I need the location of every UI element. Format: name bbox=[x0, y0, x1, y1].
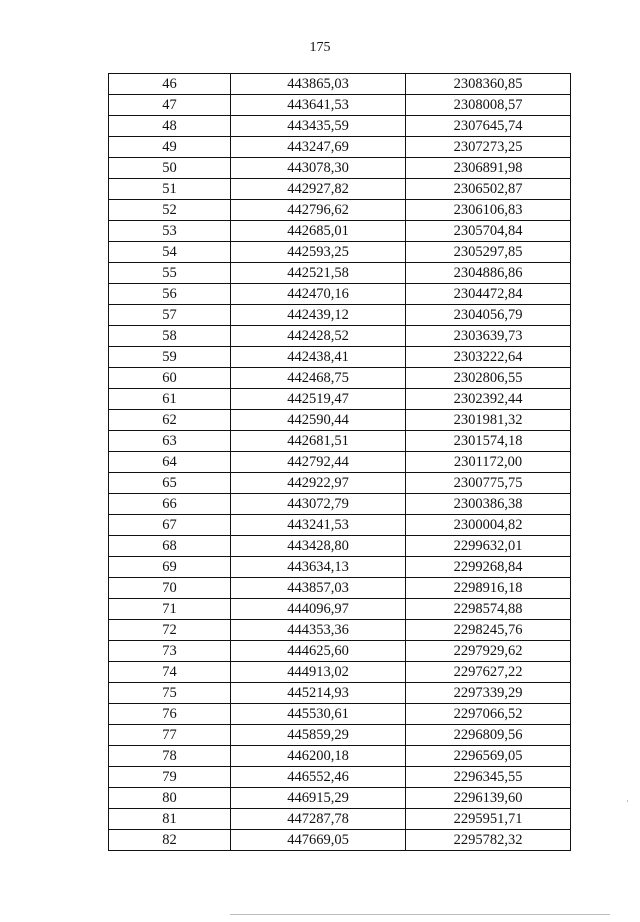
table-row bbox=[109, 578, 571, 599]
x-coordinate-cell: 446200,18 bbox=[231, 746, 406, 767]
coordinates-table-body bbox=[109, 74, 571, 851]
y-coordinate-cell: 2296139,60 bbox=[406, 788, 571, 809]
x-coordinate-cell: 444913,02 bbox=[231, 662, 406, 683]
point-number-cell: 46 bbox=[109, 74, 231, 95]
table-row bbox=[109, 389, 571, 410]
x-coordinate-cell: 443241,53 bbox=[231, 515, 406, 536]
point-number-cell: 51 bbox=[109, 179, 231, 200]
point-number-cell: 52 bbox=[109, 200, 231, 221]
coordinates-table bbox=[108, 73, 571, 851]
point-number-cell: 56 bbox=[109, 284, 231, 305]
point-number-cell: 76 bbox=[109, 704, 231, 725]
point-number-cell: 60 bbox=[109, 368, 231, 389]
y-coordinate-cell: 2297339,29 bbox=[406, 683, 571, 704]
y-coordinate-cell: 2304886,86 bbox=[406, 263, 571, 284]
point-number-cell: 57 bbox=[109, 305, 231, 326]
point-number-cell: 59 bbox=[109, 347, 231, 368]
point-number-cell: 75 bbox=[109, 683, 231, 704]
y-coordinate-cell: 2301172,00 bbox=[406, 452, 571, 473]
x-coordinate-cell: 442470,16 bbox=[231, 284, 406, 305]
x-coordinate-cell: 443247,69 bbox=[231, 137, 406, 158]
point-number-cell: 58 bbox=[109, 326, 231, 347]
x-coordinate-cell: 446552,46 bbox=[231, 767, 406, 788]
x-coordinate-cell: 443865,03 bbox=[231, 74, 406, 95]
y-coordinate-cell: 2301981,32 bbox=[406, 410, 571, 431]
x-coordinate-cell: 442468,75 bbox=[231, 368, 406, 389]
y-coordinate-cell: 2307273,25 bbox=[406, 137, 571, 158]
point-number-cell: 77 bbox=[109, 725, 231, 746]
y-coordinate-cell: 2301574,18 bbox=[406, 431, 571, 452]
y-coordinate-cell: 2305704,84 bbox=[406, 221, 571, 242]
y-coordinate-cell: 2306502,87 bbox=[406, 179, 571, 200]
x-coordinate-cell: 445530,61 bbox=[231, 704, 406, 725]
y-coordinate-cell: 2307645,74 bbox=[406, 116, 571, 137]
point-number-cell: 61 bbox=[109, 389, 231, 410]
x-coordinate-cell: 443428,80 bbox=[231, 536, 406, 557]
y-coordinate-cell: 2299268,84 bbox=[406, 557, 571, 578]
table-row bbox=[109, 746, 571, 767]
x-coordinate-cell: 445214,93 bbox=[231, 683, 406, 704]
point-number-cell: 65 bbox=[109, 473, 231, 494]
x-coordinate-cell: 442796,62 bbox=[231, 200, 406, 221]
y-coordinate-cell: 2299632,01 bbox=[406, 536, 571, 557]
x-coordinate-cell: 444353,36 bbox=[231, 620, 406, 641]
point-number-cell: 50 bbox=[109, 158, 231, 179]
x-coordinate-cell: 447669,05 bbox=[231, 830, 406, 851]
table-row bbox=[109, 305, 571, 326]
scan-edge-mark bbox=[627, 800, 628, 802]
x-coordinate-cell: 447287,78 bbox=[231, 809, 406, 830]
y-coordinate-cell: 2298916,18 bbox=[406, 578, 571, 599]
table-row bbox=[109, 116, 571, 137]
point-number-cell: 70 bbox=[109, 578, 231, 599]
scan-edge-mark bbox=[230, 914, 610, 915]
point-number-cell: 82 bbox=[109, 830, 231, 851]
table-row bbox=[109, 452, 571, 473]
table-row bbox=[109, 620, 571, 641]
x-coordinate-cell: 442927,82 bbox=[231, 179, 406, 200]
table-row bbox=[109, 284, 571, 305]
x-coordinate-cell: 445859,29 bbox=[231, 725, 406, 746]
table-row bbox=[109, 431, 571, 452]
table-row bbox=[109, 725, 571, 746]
x-coordinate-cell: 442593,25 bbox=[231, 242, 406, 263]
y-coordinate-cell: 2297929,62 bbox=[406, 641, 571, 662]
page-number: 175 bbox=[309, 40, 331, 55]
y-coordinate-cell: 2295782,32 bbox=[406, 830, 571, 851]
y-coordinate-cell: 2304472,84 bbox=[406, 284, 571, 305]
table-row bbox=[109, 410, 571, 431]
x-coordinate-cell: 444625,60 bbox=[231, 641, 406, 662]
x-coordinate-cell: 442590,44 bbox=[231, 410, 406, 431]
point-number-cell: 73 bbox=[109, 641, 231, 662]
point-number-cell: 48 bbox=[109, 116, 231, 137]
y-coordinate-cell: 2302806,55 bbox=[406, 368, 571, 389]
table-row bbox=[109, 809, 571, 830]
table-row bbox=[109, 368, 571, 389]
table-row bbox=[109, 788, 571, 809]
x-coordinate-cell: 442521,58 bbox=[231, 263, 406, 284]
table-row bbox=[109, 704, 571, 725]
y-coordinate-cell: 2303222,64 bbox=[406, 347, 571, 368]
table-row bbox=[109, 347, 571, 368]
point-number-cell: 47 bbox=[109, 95, 231, 116]
x-coordinate-cell: 443072,79 bbox=[231, 494, 406, 515]
table-row bbox=[109, 242, 571, 263]
x-coordinate-cell: 442428,52 bbox=[231, 326, 406, 347]
table-row bbox=[109, 662, 571, 683]
point-number-cell: 80 bbox=[109, 788, 231, 809]
y-coordinate-cell: 2300004,82 bbox=[406, 515, 571, 536]
x-coordinate-cell: 443641,53 bbox=[231, 95, 406, 116]
x-coordinate-cell: 442922,97 bbox=[231, 473, 406, 494]
x-coordinate-cell: 442685,01 bbox=[231, 221, 406, 242]
table-row bbox=[109, 557, 571, 578]
y-coordinate-cell: 2300775,75 bbox=[406, 473, 571, 494]
table-row bbox=[109, 95, 571, 116]
x-coordinate-cell: 443435,59 bbox=[231, 116, 406, 137]
point-number-cell: 72 bbox=[109, 620, 231, 641]
table-row bbox=[109, 179, 571, 200]
point-number-cell: 71 bbox=[109, 599, 231, 620]
table-row bbox=[109, 326, 571, 347]
x-coordinate-cell: 442519,47 bbox=[231, 389, 406, 410]
y-coordinate-cell: 2297627,22 bbox=[406, 662, 571, 683]
table-row bbox=[109, 473, 571, 494]
table-row bbox=[109, 767, 571, 788]
point-number-cell: 54 bbox=[109, 242, 231, 263]
y-coordinate-cell: 2305297,85 bbox=[406, 242, 571, 263]
point-number-cell: 69 bbox=[109, 557, 231, 578]
table-row bbox=[109, 221, 571, 242]
x-coordinate-cell: 446915,29 bbox=[231, 788, 406, 809]
table-row bbox=[109, 263, 571, 284]
x-coordinate-cell: 443857,03 bbox=[231, 578, 406, 599]
point-number-cell: 53 bbox=[109, 221, 231, 242]
y-coordinate-cell: 2302392,44 bbox=[406, 389, 571, 410]
point-number-cell: 74 bbox=[109, 662, 231, 683]
y-coordinate-cell: 2308360,85 bbox=[406, 74, 571, 95]
x-coordinate-cell: 442438,41 bbox=[231, 347, 406, 368]
x-coordinate-cell: 442439,12 bbox=[231, 305, 406, 326]
y-coordinate-cell: 2298574,88 bbox=[406, 599, 571, 620]
table-row bbox=[109, 599, 571, 620]
y-coordinate-cell: 2296569,05 bbox=[406, 746, 571, 767]
y-coordinate-cell: 2304056,79 bbox=[406, 305, 571, 326]
x-coordinate-cell: 442681,51 bbox=[231, 431, 406, 452]
point-number-cell: 66 bbox=[109, 494, 231, 515]
table-row bbox=[109, 200, 571, 221]
y-coordinate-cell: 2297066,52 bbox=[406, 704, 571, 725]
point-number-cell: 62 bbox=[109, 410, 231, 431]
x-coordinate-cell: 443634,13 bbox=[231, 557, 406, 578]
table-row bbox=[109, 515, 571, 536]
y-coordinate-cell: 2306891,98 bbox=[406, 158, 571, 179]
x-coordinate-cell: 444096,97 bbox=[231, 599, 406, 620]
point-number-cell: 81 bbox=[109, 809, 231, 830]
point-number-cell: 78 bbox=[109, 746, 231, 767]
point-number-cell: 79 bbox=[109, 767, 231, 788]
x-coordinate-cell: 442792,44 bbox=[231, 452, 406, 473]
table-row bbox=[109, 830, 571, 851]
point-number-cell: 55 bbox=[109, 263, 231, 284]
y-coordinate-cell: 2295951,71 bbox=[406, 809, 571, 830]
y-coordinate-cell: 2298245,76 bbox=[406, 620, 571, 641]
point-number-cell: 68 bbox=[109, 536, 231, 557]
table-row bbox=[109, 158, 571, 179]
table-row bbox=[109, 494, 571, 515]
y-coordinate-cell: 2296809,56 bbox=[406, 725, 571, 746]
table-row bbox=[109, 683, 571, 704]
point-number-cell: 67 bbox=[109, 515, 231, 536]
point-number-cell: 63 bbox=[109, 431, 231, 452]
y-coordinate-cell: 2296345,55 bbox=[406, 767, 571, 788]
y-coordinate-cell: 2300386,38 bbox=[406, 494, 571, 515]
table-row bbox=[109, 641, 571, 662]
y-coordinate-cell: 2303639,73 bbox=[406, 326, 571, 347]
y-coordinate-cell: 2308008,57 bbox=[406, 95, 571, 116]
table-row bbox=[109, 137, 571, 158]
point-number-cell: 49 bbox=[109, 137, 231, 158]
point-number-cell: 64 bbox=[109, 452, 231, 473]
y-coordinate-cell: 2306106,83 bbox=[406, 200, 571, 221]
table-row bbox=[109, 74, 571, 95]
x-coordinate-cell: 443078,30 bbox=[231, 158, 406, 179]
table-row bbox=[109, 536, 571, 557]
